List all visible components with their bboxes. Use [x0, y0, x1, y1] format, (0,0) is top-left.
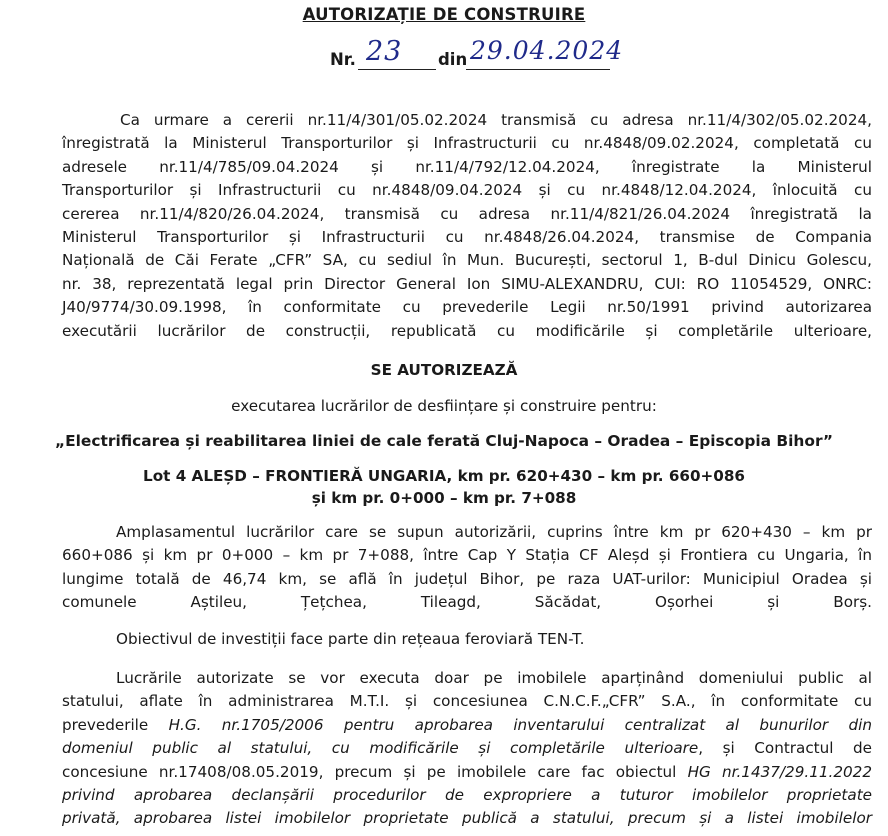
nr-label: Nr. — [330, 50, 356, 69]
date-handwritten-value: 29.04.2024 — [470, 36, 624, 65]
works-line — [62, 737, 872, 760]
nr-blank-line — [358, 69, 436, 70]
works-line: privată, aprobarea listei imobilelor proprietate publică a statului, precum și a listei imobilelor — [62, 809, 872, 828]
intro-line: nr. 38, reprezentată legal prin Director General Ion SIMU-ALEXANDRU, CUI: RO 11054529, ONRC: — [62, 274, 872, 293]
intro-line: Națională de Căi Ferate „CFR” SA, cu sediul în Mun. București, sectorul 1, B-dul Dinicu Golescu, — [62, 251, 872, 270]
intro-line: J40/9774/30.09.1998, în conformitate cu prevederile Legii nr.50/1991 privind autorizarea — [62, 298, 872, 317]
din-label: din — [438, 50, 468, 69]
intro-line: Ca urmare a cererii nr.11/4/301/05.02.2024 transmisă cu adresa nr.11/4/302/05.02.2024, — [120, 111, 872, 129]
works-line: statului, aflate în administrarea M.T.I. și concesiunea C.N.C.F.„CFR” S.A., în conformitate cu — [62, 692, 872, 711]
date-blank-line — [466, 69, 610, 70]
location-line: lungime totală de 46,74 km, se află în județul Bihor, pe raza UAT-urilor: Municipiul Oradea și — [62, 569, 872, 588]
project-title: „Electrificarea și reabilitarea liniei de cale ferată Cluj-Napoca – Oradea – Episcopia Bihor” — [55, 432, 833, 450]
intro-line: executării lucrărilor de construcții, republicată cu modificările și completările ulterioare, — [62, 321, 872, 340]
works-text-italic: H.G. nr.1705/2006 pentru aprobarea inventarului centralizat al bunurilor din — [168, 715, 872, 734]
works-text: concesiune nr.17408/08.05.2019, precum și pe imobilele care fac obiectul — [62, 762, 688, 781]
works-line: privind aprobarea declanșării procedurilor de expropriere a tuturor imobilelor proprietate — [62, 786, 872, 805]
location-line: 660+086 și km pr 0+000 – km pr 7+088, între Cap Y Stația CF Aleșd și Frontiera cu Ungaria, în — [62, 546, 872, 565]
lot-line-2: și km pr. 0+000 – km pr. 7+088 — [311, 489, 577, 507]
authorization-number-line — [330, 36, 630, 76]
intro-line: înregistrată la Ministerul Transporturilor și Infrastructurii cu nr.4848/09.02.2024, completată cu — [62, 134, 872, 153]
ten-t-line: Obiectivul de investiții face parte din rețeaua feroviară TEN-T. — [116, 630, 585, 648]
location-line: comunele Aștileu, Țețchea, Tileagd, Săcădat, Oșorhei și Borș. — [62, 593, 872, 612]
intro-line: Ministerul Transporturilor și Infrastructurii cu nr.4848/26.04.2024, transmise de Compania — [62, 228, 872, 247]
lot-line-1: Lot 4 ALEȘD – FRONTIERĂ UNGARIA, km pr. 620+430 – km pr. 660+086 — [143, 467, 745, 485]
works-text-italic: HG nr.1437/29.11.2022 — [687, 762, 873, 781]
works-line — [62, 714, 872, 737]
intro-paragraph — [62, 109, 872, 343]
location-paragraph — [62, 521, 872, 615]
works-line: Lucrările autorizate se vor executa doar pe imobilele aparținând domeniului public al — [116, 669, 872, 687]
works-text: , și Contractul de — [698, 739, 872, 758]
intro-line: cererea nr.11/4/820/26.04.2024, transmisă cu adresa nr.11/4/821/26.04.2024 înregistrată la — [62, 204, 872, 223]
authorize-heading: SE AUTORIZEAZĂ — [370, 361, 518, 379]
works-line — [62, 761, 872, 784]
intro-line: adresele nr.11/4/785/09.04.2024 și nr.11/4/792/12.04.2024, înregistrate la Ministerul — [62, 157, 872, 176]
execution-line: executarea lucrărilor de desființare și construire pentru: — [231, 397, 657, 415]
location-line: Amplasamentul lucrărilor care se supun autorizării, cuprins între km pr 620+430 – km pr — [116, 523, 872, 541]
works-text: prevederile — [62, 715, 169, 734]
works-paragraph — [62, 667, 872, 831]
nr-handwritten-value: 23 — [366, 36, 403, 67]
works-text-italic: domeniul public al statului, cu modificările și completările ulterioare — [62, 739, 699, 758]
document-title: AUTORIZAȚIE DE CONSTRUIRE — [302, 5, 586, 24]
intro-line: Transporturilor și Infrastructurii cu nr.4848/09.04.2024 și cu nr.4848/12.04.2024, înlocuită cu — [62, 181, 872, 200]
